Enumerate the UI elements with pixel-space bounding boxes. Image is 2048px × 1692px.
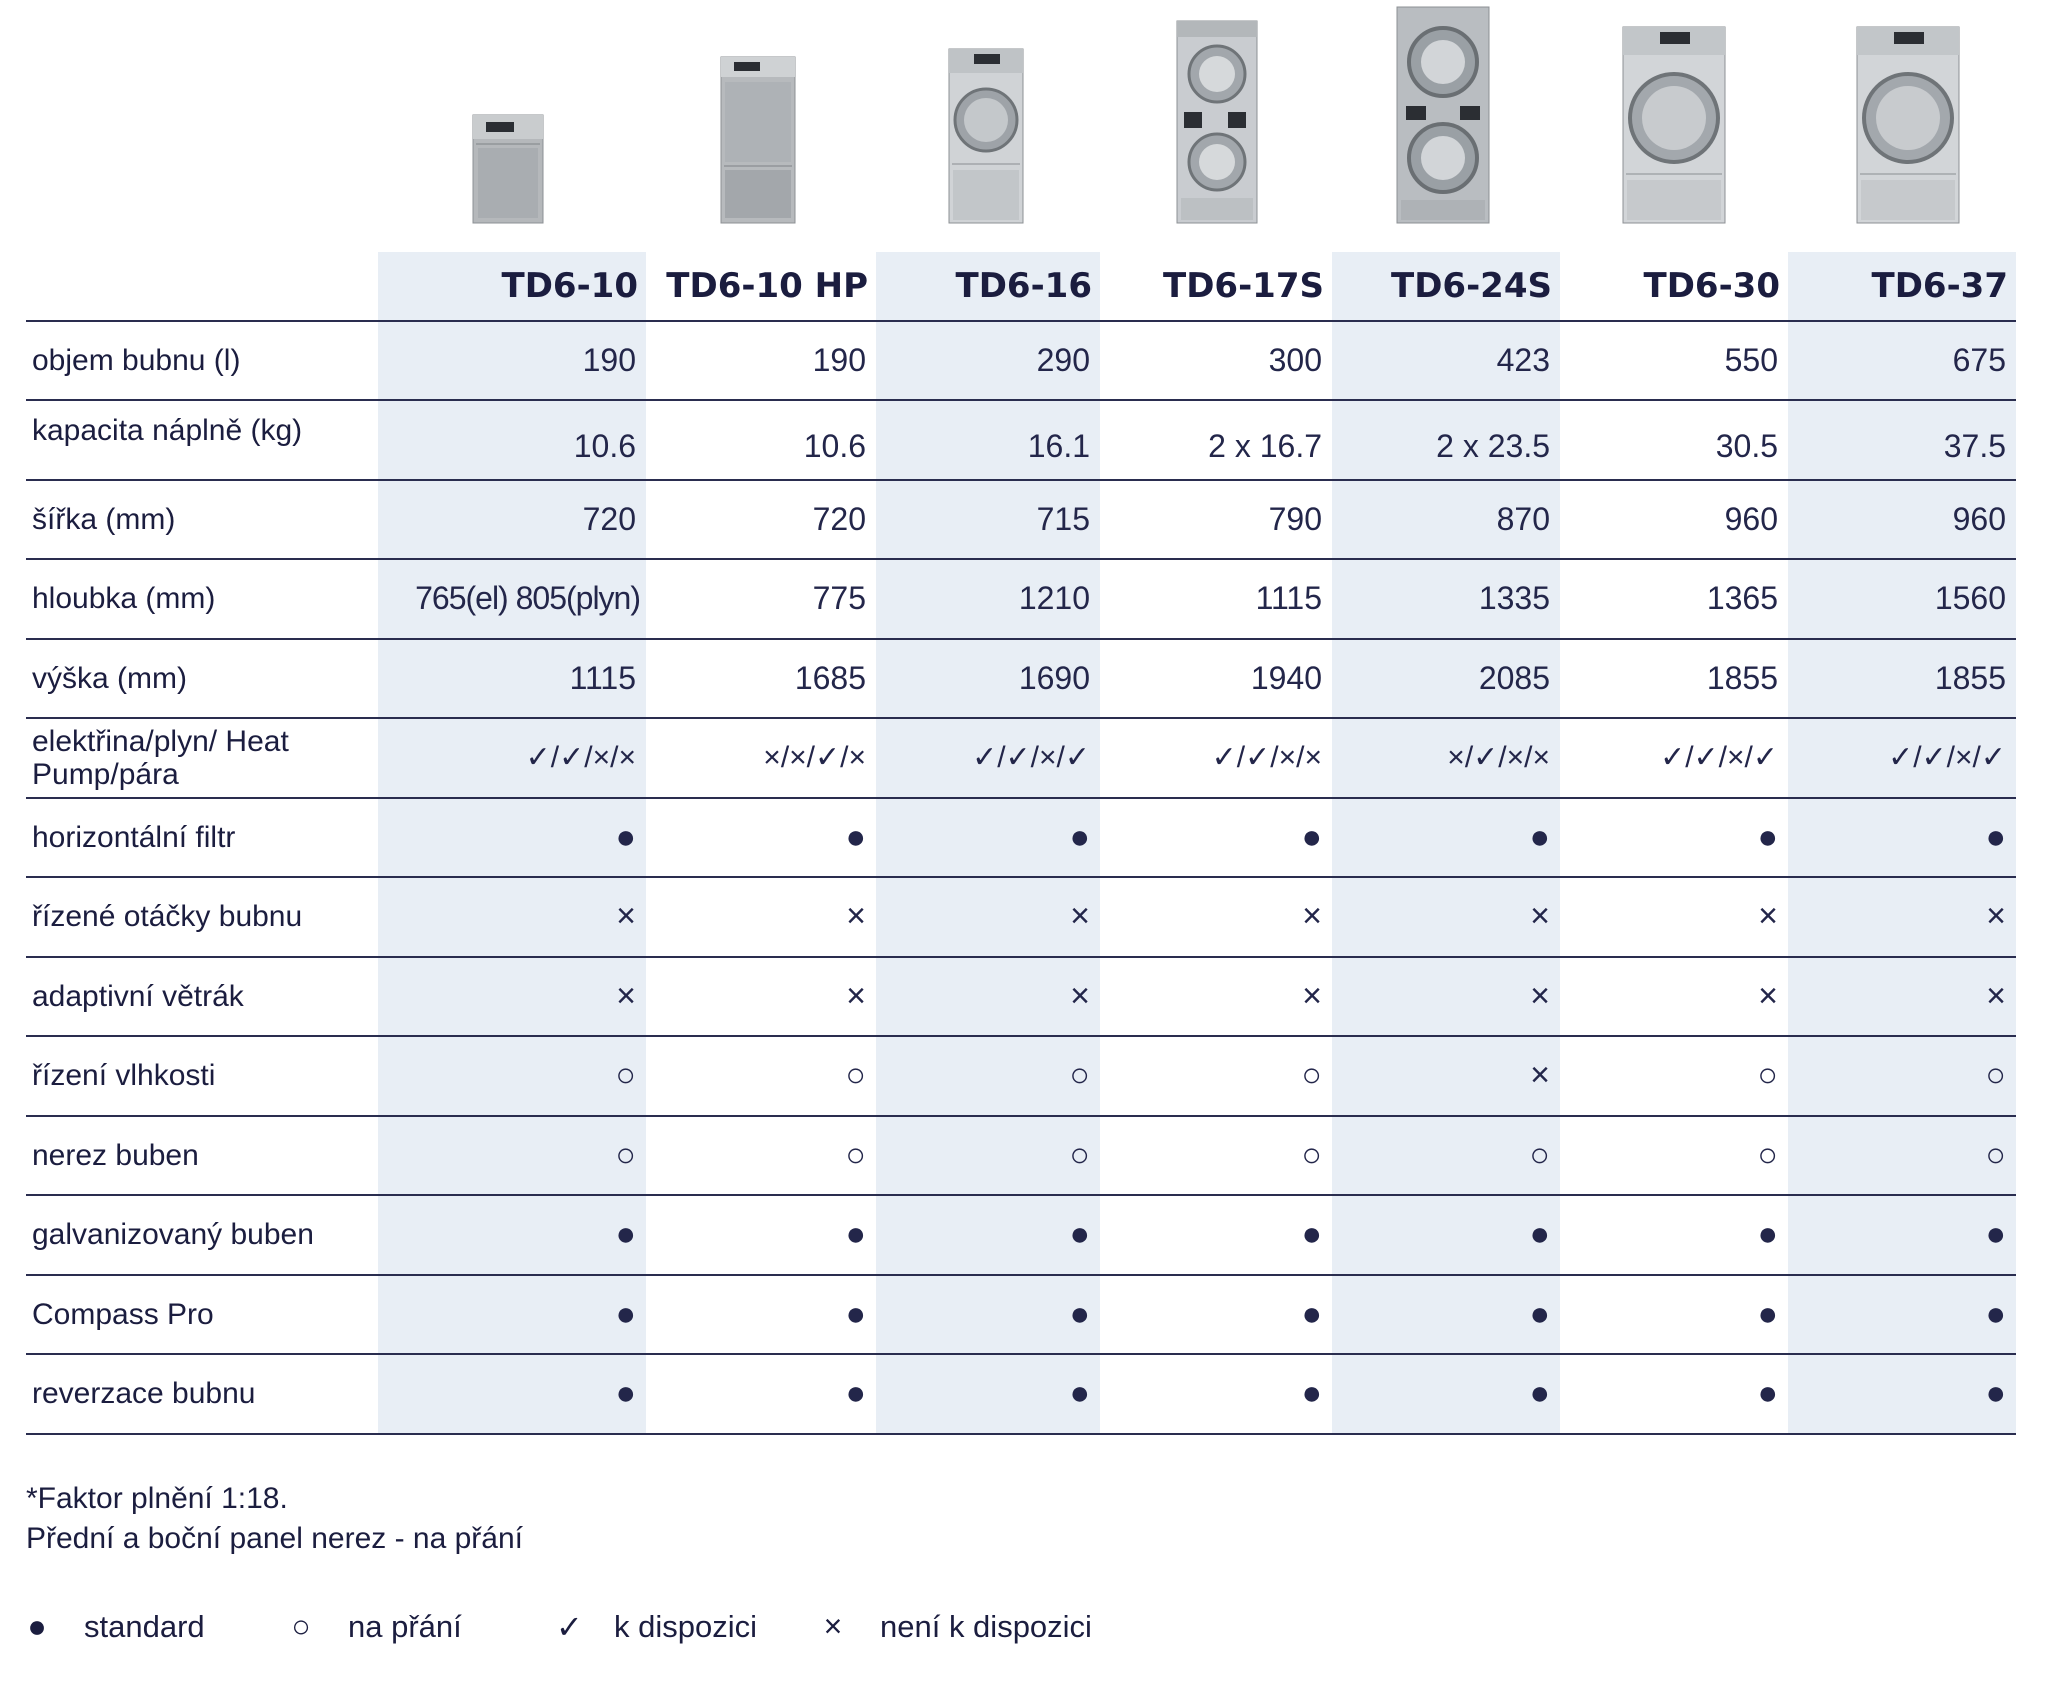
table-cell: ● <box>1069 1215 1090 1253</box>
legend-label: není k dispozici <box>880 1608 1092 1644</box>
table-cell: ○ <box>1069 1056 1090 1094</box>
table-cell: × <box>1986 897 2006 935</box>
model-header: TD6-37 <box>1871 266 2008 306</box>
table-cell: ● <box>1529 818 1550 856</box>
table-cell: ● <box>845 1295 866 1333</box>
table-cell: 550 <box>1724 342 1778 378</box>
table-cell: 1685 <box>794 660 866 696</box>
table-cell: 190 <box>582 342 636 378</box>
table-cell: 1855 <box>1706 660 1778 696</box>
table-cell: ● <box>1757 1374 1778 1412</box>
table-cell: ○ <box>1529 1136 1550 1174</box>
row-label: výška (mm) <box>32 662 187 695</box>
table-cell: 870 <box>1496 501 1550 537</box>
table-cell: ○ <box>845 1056 866 1094</box>
legend-label: na přání <box>348 1608 462 1644</box>
table-cell: ○ <box>1757 1136 1778 1174</box>
table-cell: ● <box>615 818 636 856</box>
table-cell: ● <box>1069 1374 1090 1412</box>
row-label: řízené otáčky bubnu <box>32 900 303 933</box>
table-cell: 2085 <box>1478 660 1550 696</box>
row-label: kapacita náplně (kg) <box>32 414 303 447</box>
machine-image-td6-30 <box>1622 26 1726 224</box>
table-cell: ✓/✓/×/× <box>1211 741 1322 774</box>
table-cell: ● <box>1757 818 1778 856</box>
row-label: řízení vlhkosti <box>32 1059 216 1092</box>
table-cell: ○ <box>1069 1136 1090 1174</box>
footnote-panel: Přední a boční panel nerez - na přání <box>26 1522 523 1555</box>
row-label: elektřina/plyn/ Heat Pump/pára <box>32 724 289 791</box>
table-cell: 30.5 <box>1715 428 1778 464</box>
table-cell: ● <box>615 1374 636 1412</box>
bullet-outline-icon: ○ <box>291 1608 311 1644</box>
machine-image-td6-24s <box>1396 6 1490 224</box>
table-cell: ○ <box>845 1136 866 1174</box>
table-cell: 1115 <box>569 660 636 696</box>
table-cell: ● <box>1985 1374 2006 1412</box>
table-cell: × <box>1070 977 1090 1015</box>
model-header: TD6-10 <box>501 266 638 306</box>
table-cell: ○ <box>615 1136 636 1174</box>
table-cell: 10.6 <box>803 428 866 464</box>
table-cell: 1365 <box>1706 580 1778 616</box>
table-cell: 190 <box>812 342 866 378</box>
table-cell: ○ <box>1757 1056 1778 1094</box>
table-cell: ● <box>615 1295 636 1333</box>
row-label: galvanizovaný buben <box>32 1218 314 1251</box>
table-cell: ● <box>1301 818 1322 856</box>
table-cell: ● <box>1985 1215 2006 1253</box>
table-cell: × <box>616 977 636 1015</box>
table-cell: ● <box>1529 1374 1550 1412</box>
legend-standard <box>26 1608 205 1645</box>
model-header: TD6-17S <box>1163 266 1324 306</box>
model-header: TD6-24S <box>1391 266 1552 306</box>
table-cell: × <box>1986 977 2006 1015</box>
table-cell: ● <box>1985 1295 2006 1333</box>
table-cell: × <box>1758 897 1778 935</box>
table-cell: × <box>1758 977 1778 1015</box>
table-cell: × <box>616 897 636 935</box>
table-cell: 2 x 16.7 <box>1208 428 1322 464</box>
table-cell: ✓/✓/×/✓ <box>972 741 1090 774</box>
machine-image-td6-10-hp <box>720 56 796 224</box>
table-cell: ○ <box>1301 1136 1322 1174</box>
table-cell: ○ <box>1301 1056 1322 1094</box>
row-label: horizontální filtr <box>32 821 236 854</box>
table-cell: ○ <box>1985 1136 2006 1174</box>
row-label: šířka (mm) <box>32 503 176 536</box>
table-cell: × <box>1302 897 1322 935</box>
table-cell: ● <box>1301 1374 1322 1412</box>
row-divider <box>26 1433 2016 1435</box>
row-label: adaptivní větrák <box>32 980 244 1013</box>
table-cell: 1210 <box>1018 580 1090 616</box>
table-cell: × <box>1302 977 1322 1015</box>
table-cell: ● <box>1757 1295 1778 1333</box>
table-cell: ● <box>845 818 866 856</box>
table-cell: ● <box>1069 818 1090 856</box>
table-cell: 960 <box>1724 501 1778 537</box>
legend-label: standard <box>84 1608 205 1644</box>
table-cell: ● <box>1301 1215 1322 1253</box>
table-cell: 290 <box>1036 342 1090 378</box>
legend-label: k dispozici <box>614 1609 757 1644</box>
table-cell: ×/×/✓/× <box>763 741 866 774</box>
cross-icon: × <box>823 1608 843 1644</box>
machine-image-td6-37 <box>1856 26 1960 224</box>
table-cell: 16.1 <box>1027 428 1090 464</box>
footnote-fill-factor: *Faktor plnění 1:18. <box>26 1482 288 1515</box>
table-cell: 2 x 23.5 <box>1436 428 1550 464</box>
table-cell: 37.5 <box>1943 428 2006 464</box>
table-cell: × <box>1530 977 1550 1015</box>
table-cell: ○ <box>1985 1056 2006 1094</box>
table-cell: × <box>1530 1056 1550 1094</box>
table-cell: ○ <box>615 1056 636 1094</box>
bullet-filled-icon: ● <box>27 1608 47 1644</box>
table-cell: 300 <box>1268 342 1322 378</box>
table-cell: ● <box>845 1215 866 1253</box>
table-cell: ✓/✓/×/✓ <box>1888 741 2006 774</box>
table-cell: 675 <box>1952 342 2006 378</box>
table-cell: 765(el) 805(plyn) <box>415 580 640 616</box>
table-cell: ● <box>845 1374 866 1412</box>
machine-image-td6-16 <box>948 48 1024 224</box>
row-label: objem bubnu (l) <box>32 344 241 377</box>
machine-image-td6-17s <box>1176 20 1258 224</box>
table-cell: 10.6 <box>573 428 636 464</box>
legend-unavailable <box>822 1608 1092 1645</box>
row-label: nerez buben <box>32 1139 199 1172</box>
checkmark-icon: ✓ <box>556 1609 583 1645</box>
table-cell: × <box>846 897 866 935</box>
table-cell: 1855 <box>1934 660 2006 696</box>
legend-available <box>556 1608 757 1646</box>
table-cell: ×/✓/×/× <box>1447 741 1550 774</box>
table-cell: × <box>1070 897 1090 935</box>
table-cell: 790 <box>1268 501 1322 537</box>
row-label: Compass Pro <box>32 1298 214 1331</box>
row-label: reverzace bubnu <box>32 1377 256 1410</box>
table-cell: 775 <box>812 580 866 616</box>
table-cell: × <box>846 977 866 1015</box>
table-cell: 1560 <box>1934 580 2006 616</box>
table-cell: ● <box>1529 1215 1550 1253</box>
table-cell: 960 <box>1952 501 2006 537</box>
model-header: TD6-16 <box>955 266 1092 306</box>
table-cell: ✓/✓/×/× <box>525 741 636 774</box>
table-cell: × <box>1530 897 1550 935</box>
table-cell: ● <box>1985 818 2006 856</box>
table-cell: ● <box>1301 1295 1322 1333</box>
table-cell: 1690 <box>1018 660 1090 696</box>
table-cell: ✓/✓/×/✓ <box>1660 741 1778 774</box>
row-label: hloubka (mm) <box>32 582 216 615</box>
table-cell: 1940 <box>1250 660 1322 696</box>
table-cell: ● <box>1069 1295 1090 1333</box>
table-cell: 423 <box>1496 342 1550 378</box>
table-cell: 1335 <box>1478 580 1550 616</box>
machine-image-td6-10 <box>472 114 544 224</box>
legend-option <box>290 1608 462 1645</box>
table-cell: 720 <box>812 501 866 537</box>
table-cell: ● <box>1757 1215 1778 1253</box>
table-cell: 720 <box>582 501 636 537</box>
table-cell: ● <box>615 1215 636 1253</box>
model-header: TD6-30 <box>1643 266 1780 306</box>
model-header: TD6-10 HP <box>666 266 868 306</box>
table-cell: 715 <box>1036 501 1090 537</box>
table-cell: 1115 <box>1255 580 1322 616</box>
table-cell: ● <box>1529 1295 1550 1333</box>
